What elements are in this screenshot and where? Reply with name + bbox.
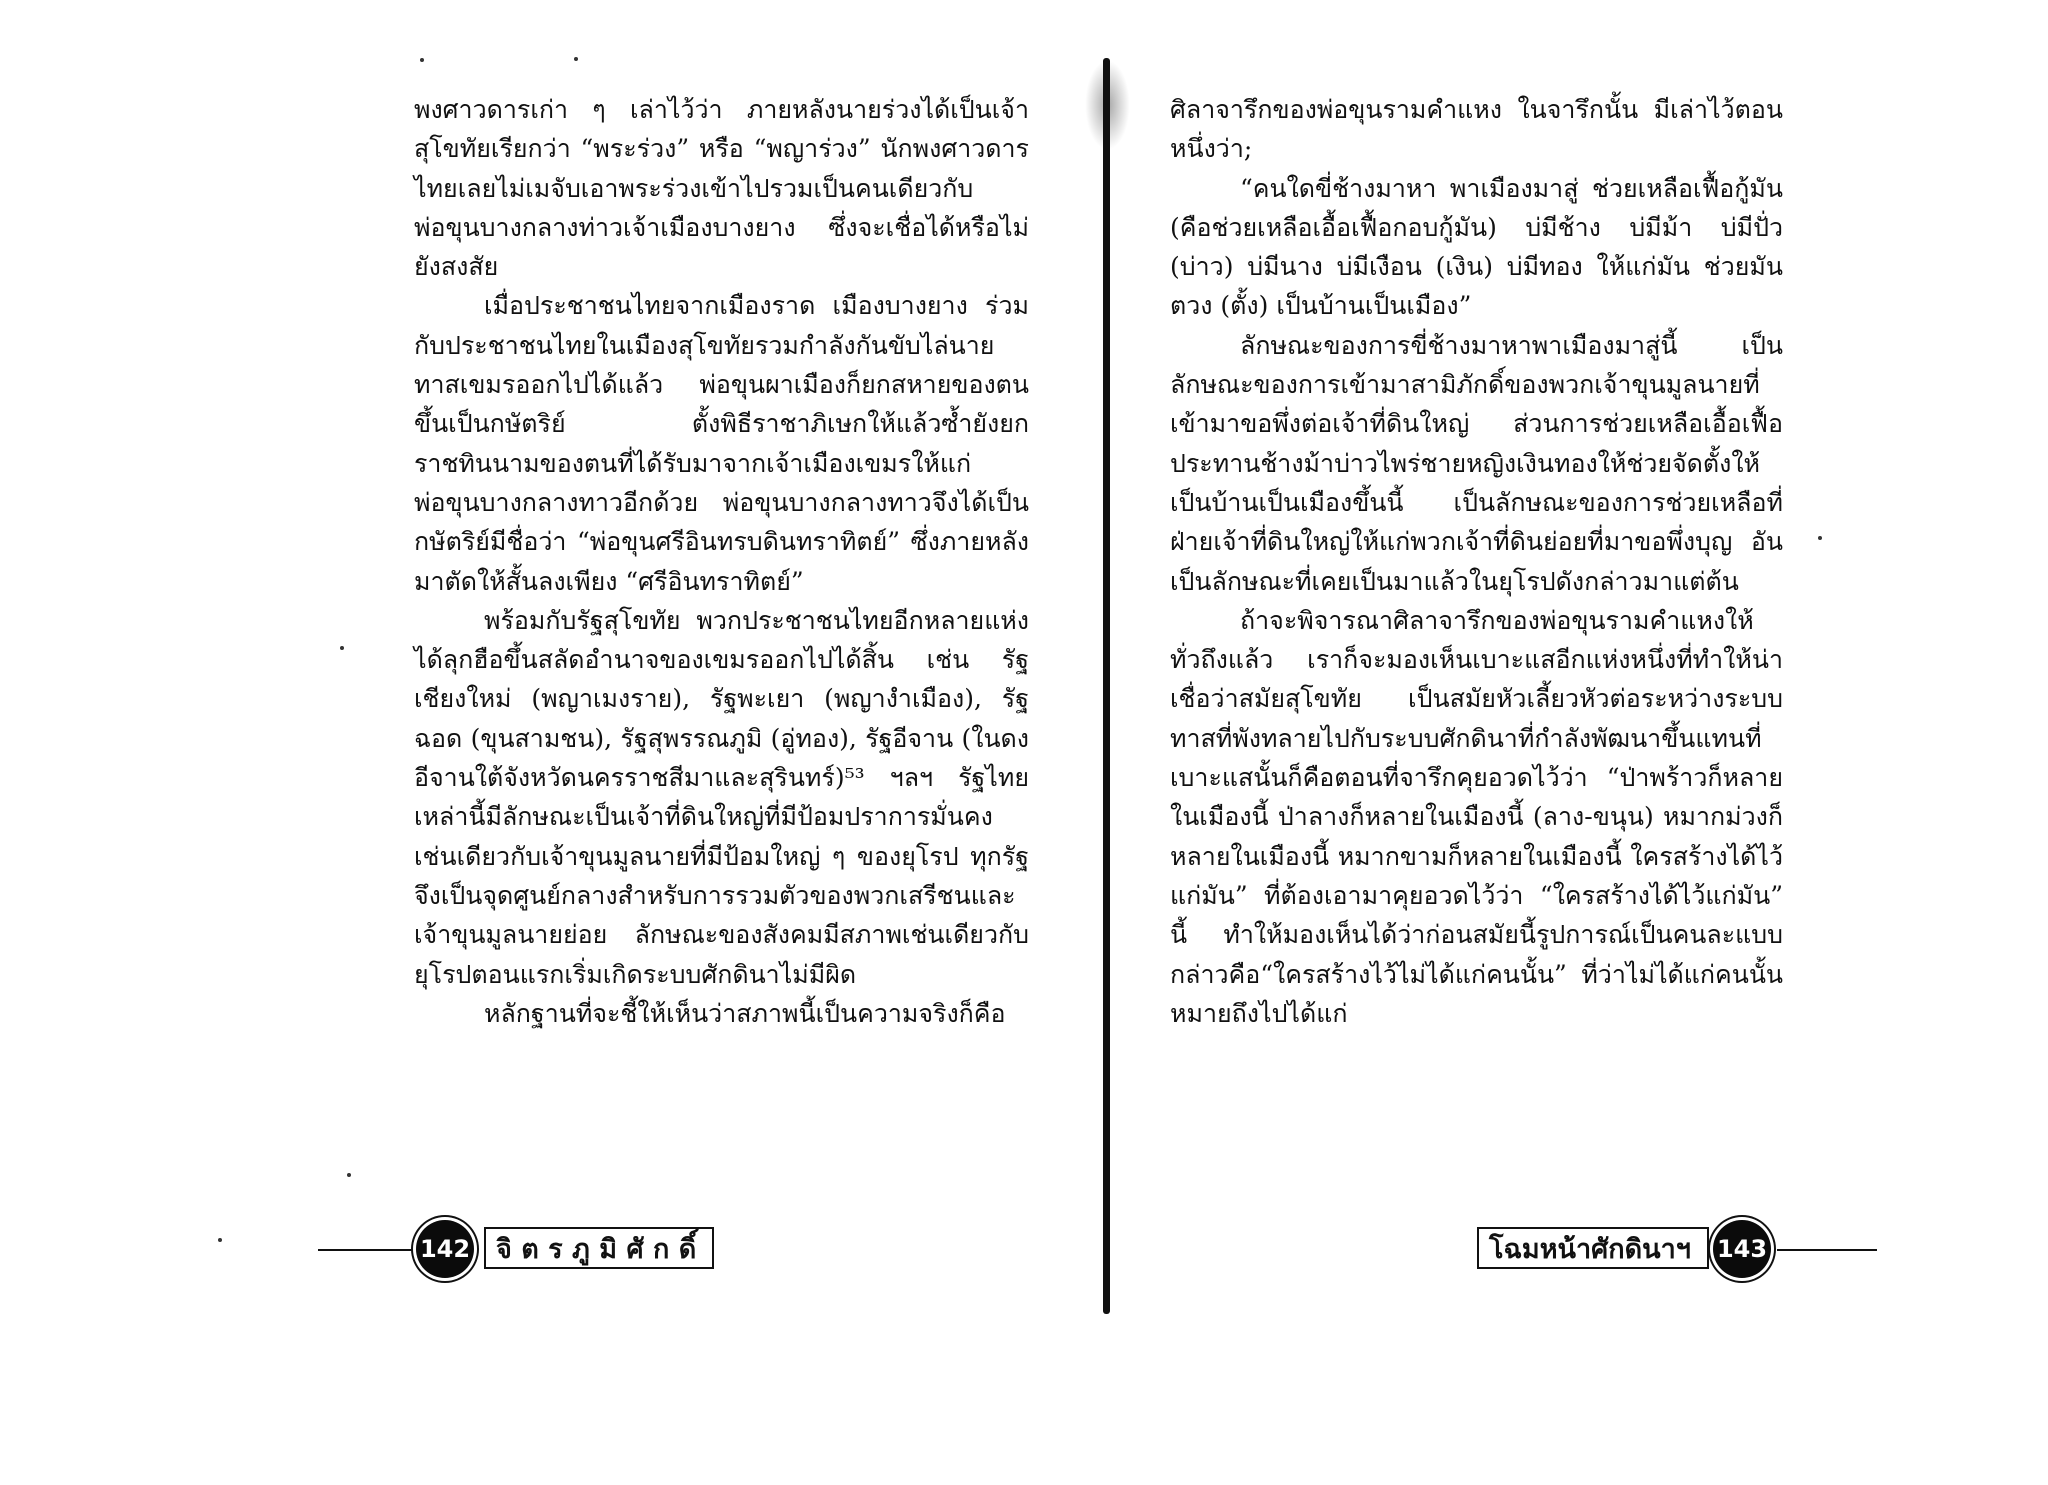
paragraph: “คนใดขี่ช้างมาหา พาเมืองมาสู่ ช่วยเหลือเฟื้อกู้มัน (คือช่วยเหลือเอื้อเฟื้อกอบกู้มัน) บ่มีช้าง บ่มีม้า บ่มีปั่ว (บ่าว) บ่มีนาง บ่มีเงือน (เงิน) บ่มีทอง ให้แก่มัน ช่วยมันตวง (ตั้ง) เป็นบ้านเป็นเมือง” [1170, 173, 1783, 321]
paragraph: พร้อมกับรัฐสุโขทัย พวกประชาชนไทยอีกหลายแห่งได้ลุกฮือขึ้นสลัดอำนาจของเขมรออกไปได้สิ้น เช่น รัฐเชียงใหม่ (พญาเมงราย), รัฐพะเยา (พญางำเมือง), รัฐฉอด (ขุนสามชน), รัฐสุพรรณภูมิ (อู่ทอง), รัฐอีจาน (ในดงอีจานใต้จังหวัดนครราชสีมาและสุรินทร์)⁵³ ฯลฯ รัฐไทยเหล่านี้มีลักษณะเป็นเจ้าที่ดินใหญ่ที่มีป้อมปราการมั่นคง เช่นเดียวกับเจ้าขุนมูลนายที่มีป้อมใหญ่ ๆ ของยุโรป ทุกรัฐจึงเป็นจุดศูนย์กลางสำหรับการรวมตัวของพวกเสรีชนและเจ้าขุนมูลนายย่อย ลักษณะของสังคมมีสภาพเช่นเดียวกับยุโรปตอนแรกเริ่มเกิดระบบศักดินาไม่มีผิด [414, 605, 1029, 989]
paragraph: หลักฐานที่จะชี้ให้เห็นว่าสภาพนี้เป็นความจริงก็คือ [484, 998, 1006, 1028]
page-number-badge: 142 [416, 1220, 474, 1278]
page-number-badge: 143 [1713, 1220, 1771, 1278]
scan-speck [1818, 536, 1822, 540]
running-title: โฉมหน้าศักดินาฯ [1477, 1227, 1709, 1269]
paragraph: ศิลาจารึกของพ่อขุนรามคำแหง ในจารึกนั้น มีเล่าไว้ตอนหนึ่งว่า; [1170, 95, 1783, 164]
book-gutter-line [1103, 58, 1110, 1314]
scan-speck [218, 1238, 222, 1242]
footer-rule [318, 1249, 418, 1251]
paragraph: เมื่อประชาชนไทยจากเมืองราด เมืองบางยาง ร่วมกับประชาชนไทยในเมืองสุโขทัยรวมกำลังกันขับไล่นายทาสเขมรออกไปได้แล้ว พ่อขุนผาเมืองก็ยกสหายของตนขึ้นเป็นกษัตริย์ ตั้งพิธีราชาภิเษกให้แล้วซ้ำยังยกราชทินนามของตนที่ได้รับมาจากเจ้าเมืองเขมรให้แก่พ่อขุนบางกลางทาวอีกด้วย พ่อขุนบางกลางทาวจึงได้เป็นกษัตริย์มีชื่อว่า “พ่อขุนศรีอินทรบดินทราทิตย์” ซึ่งภายหลังมาตัดให้สั้นลงเพียง “ศรีอินทราทิตย์” [414, 291, 1029, 596]
paragraph: ลักษณะของการขี่ช้างมาหาพาเมืองมาสู่นี้ เป็นลักษณะของการเข้ามาสามิภักดิ์ของพวกเจ้าขุนมูลนายที่เข้ามาขอพึ่งต่อเจ้าที่ดินใหญ่ ส่วนการช่วยเหลือเอื้อเฟื้อประทานช้างม้าบ่าวไพร่ชายหญิงเงินทองให้ช่วยจัดตั้งให้เป็นบ้านเป็นเมืองขึ้นนี้ เป็นลักษณะของการช่วยเหลือที่ฝ่ายเจ้าที่ดินใหญ่ให้แก่พวกเจ้าที่ดินย่อยที่มาขอพึ่งบุญ อันเป็นลักษณะที่เคยเป็นมาแล้วในยุโรปดังกล่าวมาแต่ต้น [1170, 330, 1783, 596]
scan-speck [347, 1173, 351, 1177]
scan-speck [340, 646, 344, 650]
footer-rule [1777, 1249, 1877, 1251]
paragraph: ถ้าจะพิจารณาศิลาจารึกของพ่อขุนรามคำแหงให้ทั่วถึงแล้ว เราก็จะมองเห็นเบาะแสอีกแห่งหนึ่งที่ทำให้น่าเชื่อว่าสมัยสุโขทัย เป็นสมัยหัวเลี้ยวหัวต่อระหว่างระบบทาสที่พังทลายไปกับระบบศักดินาที่กำลังพัฒนาขึ้นแทนที่ เบาะแสนั้นก็คือตอนที่จารึกคุยอวดไว้ว่า “ป่าพร้าวก็หลายในเมืองนี้ ป่าลางก็หลายในเมืองนี้ (ลาง-ขนุน) หมากม่วงก็หลายในเมืองนี้ หมากขามก็หลายในเมืองนี้ ใครสร้างได้ไว้แก่มัน” ที่ต้องเอามาคุยอวดไว้ว่า “ใครสร้างได้ไว้แก่มัน” นี้ ทำให้มองเห็นได้ว่าก่อนสมัยนี้รูปการณ์เป็นคนละแบบกล่าวคือ“ใครสร้างไว้ไม่ได้แก่คนนั้น” ที่ว่าไม่ได้แก่คนนั้น หมายถึงไปได้แก่ [1170, 605, 1783, 1028]
scan-speck [574, 57, 578, 61]
running-title: จิ ต ร ภู มิ ศั ก ดิ์ [484, 1227, 714, 1269]
paragraph: พงศาวดารเก่า ๆ เล่าไว้ว่า ภายหลังนายร่วงได้เป็นเจ้าสุโขทัยเรียกว่า “พระร่วง” หรือ “พญาร่วง” นักพงศาวดารไทยเลยไม่เมจับเอาพระร่วงเข้าไปรวมเป็นคนเดียวกับพ่อขุนบางกลางท่าวเจ้าเมืองบางยาง ซึ่งจะเชื่อได้หรือไม่ยังสงสัย [414, 95, 1029, 282]
right-page-body [1170, 90, 1783, 1033]
left-page-body [414, 90, 1029, 1033]
scan-speck [420, 58, 424, 62]
